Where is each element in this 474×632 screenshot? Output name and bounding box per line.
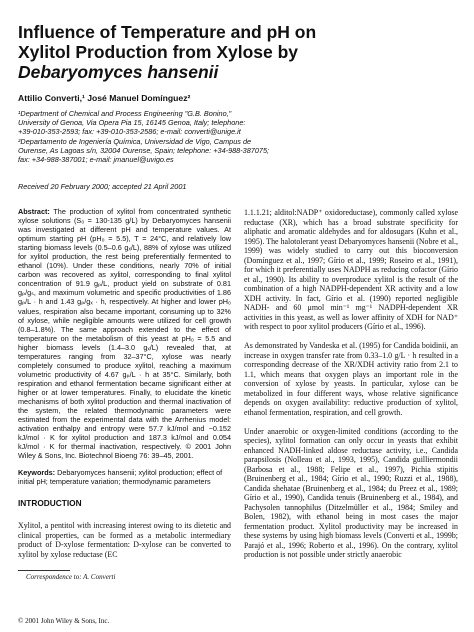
keywords-text: Debaryomyces hansenii; xylitol production; effect of initial pH; temperature variation; thermodynamic parameters [18,468,223,487]
title-line-2: Xylitol Production from Xylose by [18,42,299,62]
affiliation-line: ²Departamento de Ingeniería Química, Universidad de Vigo, Campus de [18,136,252,146]
paragraph: Under anaerobic or oxygen-limited conditions (according to the species), xylitol formation can only occur in yeasts that exhibit enhanced NADH-linked aldose reductase activity, i.e., Candida parapsilosis (Nolleau et al., 1993, 1995), Candida guilliermondii (Barbosa et al., 1988; Felipe et al., 1997), Pichia stipitis (Bruinenberg et al., 1984; Gírio et al., 1990; Ruzzi et al., 1988), Candida shehatae (Bruinenberg et al., 1984; du Preez et al., 1989; Gírio et al., 1990), Candida tenuis (Bruinenberg et al., 1984), and Pachysolen tannophilus (Ditzelmüller et al., 1984; Smiley and Bolen, 1982), with ethanol being in most cases the major fermentation product. Xylitol productivity may be increased in these systems by using high biomass levels (Converti et al., 1999b; Parajó et al., 1996; Roberto et al., 1996). On the contrary, xylitol production is not possible under strictly anaerobic [244,426,458,559]
affiliation-line: Ourense, As Lagoas s/n, 32004 Ourense, Spain; telephone: +34-988-387075; [18,145,270,155]
abstract-label: Abstract: [18,207,50,216]
introduction-text: Xylitol, a pentitol with increasing interest owing to its dietetic and clinical properties, can be formed as a metabolic intermediary product of D-xylose fermentation: D-xylose can be converted to xylitol by xylose reductase (EC [18,521,231,559]
affiliation-line: ¹Department of Chemical and Process Engineering "G.B. Bonino," [18,109,232,118]
paragraph: 1.1.1.21; alditol:NADP⁺ oxidoreductase), commonly called xylose reductase (XR), which has a broad substrate specificity for aliphatic and aromatic aldehydes and for aldosugars (Kuhn et al., 1995). The halotolerant yeast Debaryomyces hansenii (Nobre et al., 1999) was widely studied to carry out this bioconversion (Domínguez et al., 1997; Gírio et al., 1999; Roseiro et al., 1991), for which it preferentially uses NADPH as reducing cofactor (Gírio et al., 1990). Its ability to overproduce xylitol is the result of the combination of a high NADPH-dependent XR activity and a low XDH activity. In fact, Gírio et al. (1990) reported negligible NADH- and 60 μmol min⁻¹ mg⁻¹ NADPH-dependent XR activities in this yeast, as well as lower affinity of XDH for NAD⁺ with respect to poor xylitol producers (Gírio et al., 1996). [244,208,458,331]
affiliation-line: University of Genoa, Via Opera Pia 15, 16145 Genoa, Italy; telephone: [18,118,246,128]
affiliation-line: +39-010-353-2593; fax: +39-010-353-2586; e-mail: converti@unige.it [18,127,241,137]
author-list: Attilio Converti,¹ José Manuel Domínguez² [18,93,191,103]
affiliations [18,109,463,164]
keywords [18,468,231,486]
received-dates: Received 20 February 2000; accepted 21 April 2001 [18,182,187,191]
copyright-line: © 2001 John Wiley & Sons, Inc. [18,617,110,625]
article-title [18,22,458,82]
footnote-divider [18,570,70,571]
keywords-label: Keywords: [18,468,56,477]
title-line-1: Influence of Temperature and pH on [18,22,317,42]
abstract-block [18,207,231,465]
affiliation-line: fax: +34-988-387001; e-mail: jmanuel@uvigo.es [18,155,174,165]
section-heading-introduction: INTRODUCTION [18,498,82,508]
abstract [18,207,231,460]
title-line-3: Debaryomyces hansenii [18,62,219,82]
right-column [244,208,458,560]
paragraph: As demonstrated by Vandeska et al. (1995) for Candida boidinii, an increase in oxygen transfer rate from 0.33–1.0 g/L · h resulted in a corresponding decrease of the XR/XDH activity ratio from 2.1 to 1.1, which means that oxygen plays an important role in the conversion of xylose by yeasts. In particular, xylose can be metabolized in four different ways, whose relative significance depends on oxygen availability: reductive production of xylitol, ethanol fermentation, respiration, and cell growth. [244,341,458,417]
correspondence-footnote: Correspondence to: A. Converti [26,573,116,581]
abstract-text: The production of xylitol from concentrated synthetic xylose solutions (S₀ = 130-135 g/L) by Debaryomyces hansenii was investigated at different pH and temperature values. At optimum starting pH (pH₀ = 5.5), T = 24°C, and relatively low starting biomass levels (0.5–0.6 gₓ/L), 88% of xylose was utilized for xylitol production, the rest being preferentially fermented to ethanol (10%). Under these conditions, nearly 70% of initial carbon was recovered as xylitol, corresponding to final xylitol concentration of 91.9 gₚ/L, product yield on substrate of 0.81 gₚ/gₛ, and maximum volumetric and specific productivities of 1.86 gₚ/L · h and 1.43 gₚ/gₓ · h, respectively. At higher and lower pH₀ values, respiration also became important, consuming up to 32% of xylose, while negligible amounts were utilized for cell growth (0.8–1.8%). The same approach extended to the effect of temperature on the metabolism of this yeast at pH₀ = 5.5 and higher biomass levels (1.4–3.0 gₓ/L) revealed that, at temperatures ranging from 32–37°C, xylose was nearly completely consumed to produce xylitol, reaching a maximum volumetric productivity of 4.67 gₚ/L · h at 35°C. Similarly, both respiration and ethanol fermentation became significant either at higher or at lower temperatures. Finally, to elucidate the kinetic mechanisms of both xylitol production and thermal inactivation of the system, the related thermodynamic parameters were estimated from the experimental data with the Arrhenius model: activation enthalpy and entropy were 57.7 kJ/mol and −0.152 kJ/mol · K for xylitol production and 187.3 kJ/mol and 0.054 kJ/mol · K for thermal inactivation, respectively. © 2001 John Wiley & Sons, Inc. Biotechnol Bioeng 76: 39–45, 2001. [18,207,231,461]
